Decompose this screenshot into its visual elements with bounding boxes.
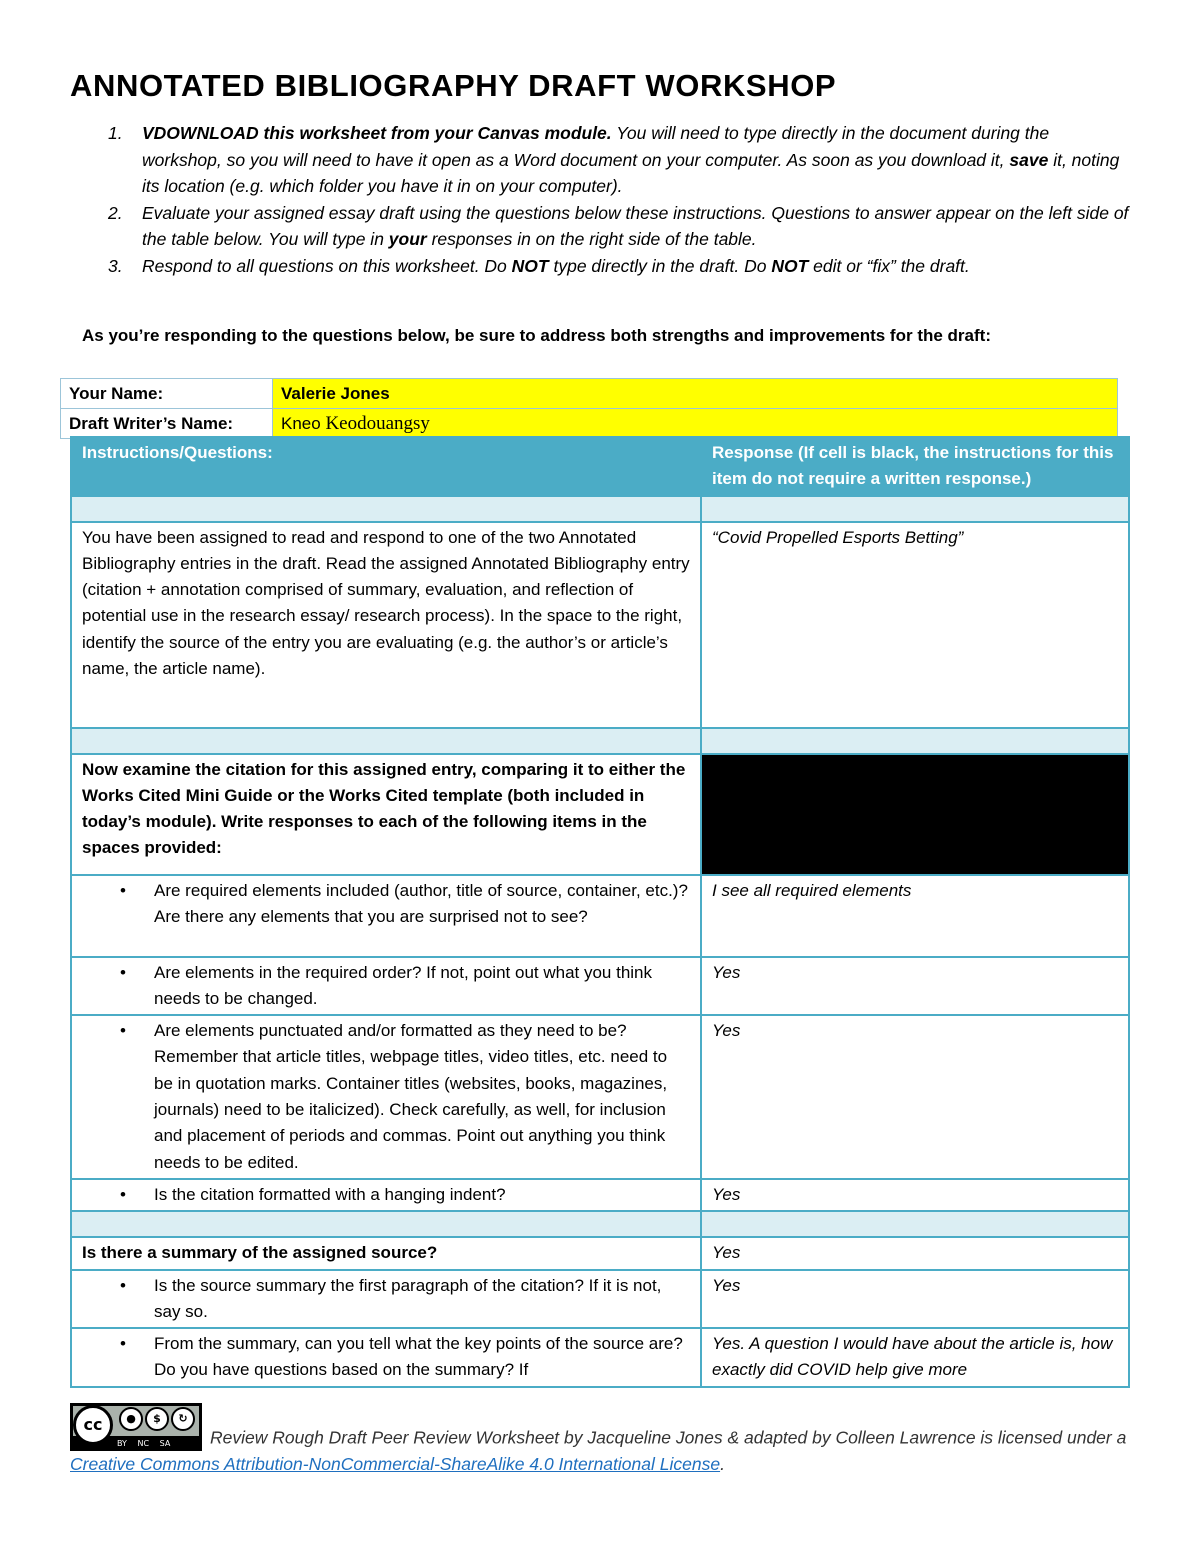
- question-order: [71, 957, 701, 1016]
- bullet-icon: •: [120, 1184, 126, 1204]
- header-instructions: Instructions/Questions:: [71, 437, 701, 496]
- cc-by-nc-sa-badge: [70, 1403, 202, 1451]
- step-text: Respond to all questions on this worksheet. Do: [142, 255, 512, 276]
- cc-badge-labels: BY NC SA: [117, 1439, 171, 1448]
- response-indent[interactable]: Yes: [701, 1179, 1129, 1211]
- table-row: [71, 754, 1129, 875]
- instruction-step-2: [70, 200, 1130, 253]
- step-text: responses in on the right side of the table.: [426, 229, 757, 249]
- spacer-row: [71, 496, 1129, 522]
- spacer-cell: [701, 728, 1129, 754]
- step-text: type directly in the draft. Do: [548, 255, 772, 276]
- bullet-icon: •: [120, 880, 126, 900]
- license-footer: [70, 1403, 1130, 1478]
- step-number: 1.: [108, 123, 123, 143]
- table-row: [71, 1237, 1129, 1269]
- step-number: 2.: [108, 202, 123, 223]
- attribution-text: Review Rough Draft Peer Review Worksheet by Jacqueline Jones & adapted by Colleen Lawrence is licensed under a: [210, 1427, 1127, 1448]
- step-emphasis: your: [388, 229, 427, 249]
- spacer-cell: [701, 496, 1129, 522]
- question-summary: Is there a summary of the assigned source?: [71, 1237, 701, 1269]
- page-title: ANNOTATED BIBLIOGRAPHY DRAFT WORKSHOP: [70, 68, 837, 103]
- writer-last-name: Keodouangsy: [325, 412, 430, 434]
- step-text: it, noting its location (e.g. which folder you have it in on your computer).: [142, 149, 1120, 196]
- step-text: Evaluate your assigned essay draft using the questions below these instructions. Questions to answer appear on the left side of the table below. You will type in: [142, 202, 1129, 249]
- table-row: [71, 875, 1129, 957]
- question-text: Is the citation formatted with a hanging indent?: [154, 1184, 506, 1204]
- worksheet-table: [70, 436, 1130, 1388]
- question-punctuation: [71, 1015, 701, 1179]
- step-text: edit or “fix” the draft.: [808, 255, 970, 276]
- spacer-cell: [71, 496, 701, 522]
- table-row: [71, 1270, 1129, 1329]
- table-row: [71, 957, 1129, 1016]
- response-key-points[interactable]: Yes. A question I would have about the article is, how exactly did COVID help give more: [701, 1328, 1129, 1387]
- names-table: [60, 378, 1118, 439]
- step-emphasis: NOT: [771, 255, 809, 276]
- response-first-paragraph[interactable]: Yes: [701, 1270, 1129, 1329]
- spacer-cell: [71, 728, 701, 754]
- question-text: Is the source summary the first paragraph of the citation? If it is not, say so.: [154, 1275, 662, 1321]
- writer-first-name: Kneo: [281, 413, 326, 433]
- table-row: [71, 1179, 1129, 1211]
- question-citation: Now examine the citation for this assigned entry, comparing it to either the Works Cited Mini Guide or the Works Cited template (both included in today’s module). Write responses to each of the following items in the spaces provided:: [71, 754, 701, 875]
- table-row: [71, 522, 1129, 728]
- step-text: You will need to type directly in the document during the workshop, so you will need to have it open as a Word document on your computer. As soon as you download it,: [142, 123, 1050, 170]
- question-text: Are elements punctuated and/or formatted as they need to be? Remember that article titles, webpage titles, video titles, etc. need to be in quotation marks. Container titles (websites, books, magazines, journals) need to be italicized). Check carefully, as well, for inclusion and placement of periods and commas. Point out anything you think needs to be edited.: [154, 1021, 668, 1172]
- question-first-paragraph: [71, 1270, 701, 1329]
- your-name-row: [61, 379, 1118, 409]
- by-person-icon: ●: [119, 1407, 143, 1431]
- cc-logo-icon: cc: [73, 1405, 113, 1445]
- response-order[interactable]: Yes: [701, 957, 1129, 1016]
- response-summary[interactable]: Yes: [701, 1237, 1129, 1269]
- license-link[interactable]: Creative Commons Attribution-NonCommercial-ShareAlike 4.0 International License: [70, 1454, 721, 1474]
- question-source: You have been assigned to read and respond to one of the two Annotated Bibliography entries in the draft. Read the assigned Annotated Bibliography entry (citation + annotation comprised of summary, evaluation, and reflection of potential use in the research essay/ research process). In the space to the right, identify the source of the entry you are evaluating (e.g. the author’s or article’s name, the article name).: [71, 522, 701, 728]
- question-text: From the summary, can you tell what the key points of the source are? Do you have questions based on the summary? If: [154, 1334, 683, 1380]
- spacer-row: [71, 728, 1129, 754]
- question-indent: [71, 1179, 701, 1211]
- question-text: Are required elements included (author, title of source, container, etc.)? Are there any elements that you are surprised not to see?: [154, 880, 688, 926]
- question-elements: [71, 875, 701, 957]
- bullet-icon: •: [120, 1275, 126, 1295]
- spacer-cell: [701, 1211, 1129, 1237]
- bullet-icon: •: [120, 1334, 126, 1354]
- header-response: Response (If cell is black, the instructions for this item do not require a written response.): [701, 437, 1129, 496]
- no-response-cell: [701, 754, 1129, 875]
- response-punctuation[interactable]: Yes: [701, 1015, 1129, 1179]
- table-header-row: [71, 437, 1129, 496]
- instruction-list: [70, 120, 1130, 279]
- spacer-row: [71, 1211, 1129, 1237]
- step-emphasis: VDOWNLOAD this worksheet from your Canvas module.: [142, 123, 612, 143]
- writer-name-field[interactable]: [273, 409, 1118, 439]
- step-emphasis: save: [1009, 149, 1049, 170]
- table-row: [71, 1328, 1129, 1387]
- question-text: Are elements in the required order? If not, point out what you think needs to be changed.: [154, 962, 653, 1008]
- response-elements[interactable]: I see all required elements: [701, 875, 1129, 957]
- lead-instruction: As you’re responding to the questions below, be sure to address both strengths and improvements for the draft:: [82, 326, 991, 345]
- table-row: [71, 1015, 1129, 1179]
- attribution-end: .: [720, 1454, 725, 1474]
- instruction-step-3: [70, 253, 1130, 280]
- sa-cycle-icon: ↻: [171, 1407, 195, 1431]
- step-emphasis: NOT: [511, 255, 549, 276]
- bullet-icon: •: [120, 1021, 126, 1041]
- instruction-step-1: [70, 120, 1130, 200]
- writer-name-row: [61, 409, 1118, 439]
- nc-dollar-icon: $: [145, 1407, 169, 1431]
- step-number: 3.: [108, 255, 123, 276]
- question-key-points: [71, 1328, 701, 1387]
- your-name-label: Your Name:: [61, 379, 273, 409]
- bullet-icon: •: [120, 962, 126, 982]
- your-name-field[interactable]: Valerie Jones: [273, 379, 1118, 409]
- response-source[interactable]: “Covid Propelled Esports Betting”: [701, 522, 1129, 728]
- spacer-cell: [71, 1211, 701, 1237]
- writer-name-label: Draft Writer’s Name:: [61, 409, 273, 439]
